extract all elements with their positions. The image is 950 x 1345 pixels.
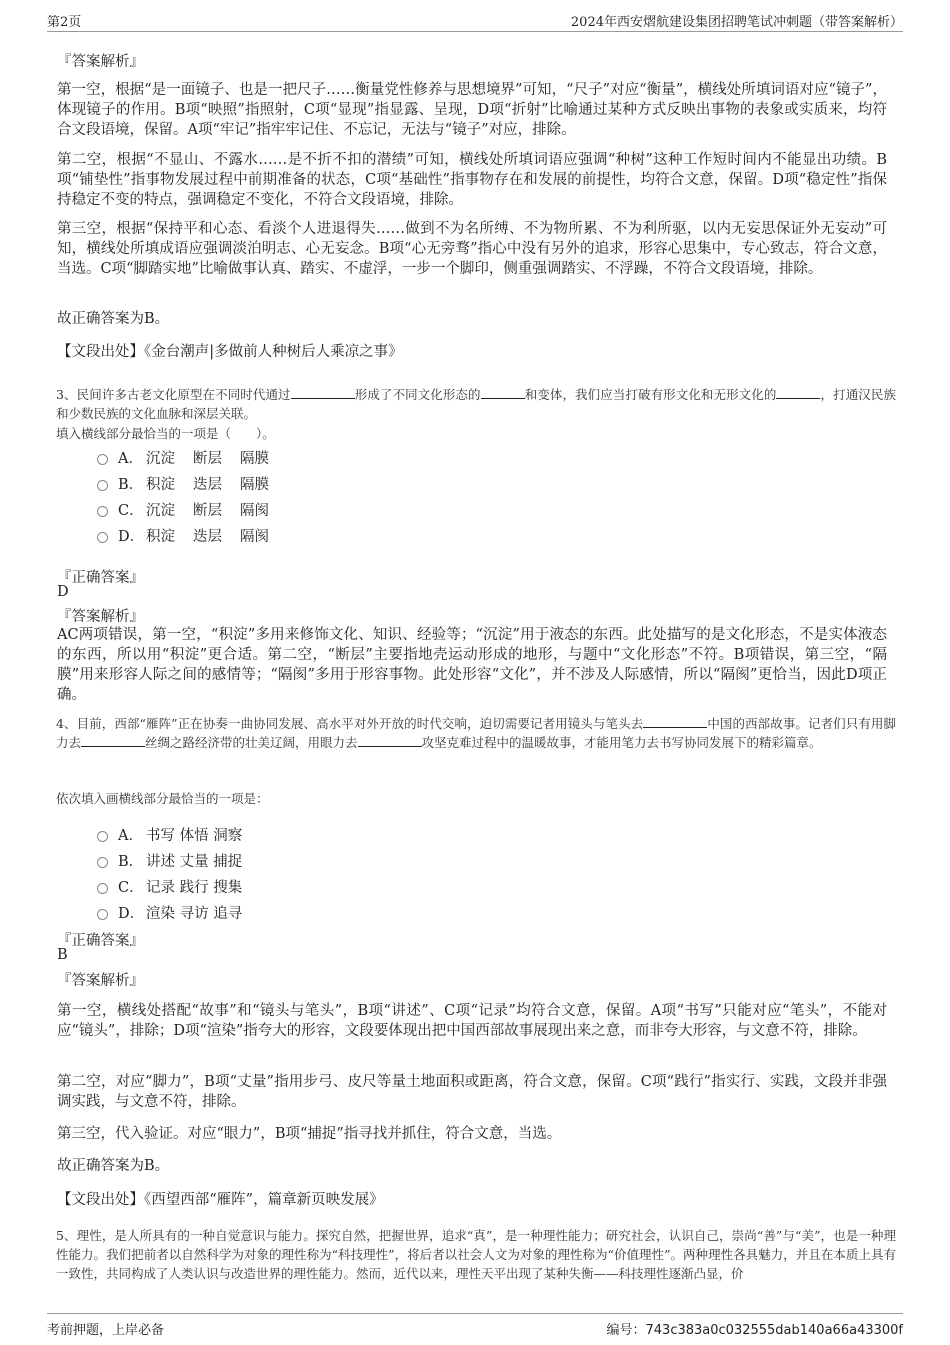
q3-stem-part3: 和变体，我们应当打破有形文化和无形文化的: [524, 387, 777, 402]
code-value: 743c383a0c032555dab140a66a43300f: [645, 1323, 903, 1338]
q3-stem-part4: ，打通汉民族和少数民族的文化血脉和深层关联。: [56, 387, 896, 421]
option-text: 讲述 丈量 捕捉: [146, 854, 243, 870]
code-label: 编号：: [606, 1323, 646, 1338]
document-code: [607, 1319, 904, 1338]
q4-stem-part4: 攻坚克难过程中的温暖故事，才能用笔力去书写协同发展下的精彩篇章。: [421, 735, 822, 750]
document-title: 2024年西安熠航建设集团招聘笔试冲刺题（带答案解析）: [570, 15, 903, 30]
q3-answer: D: [57, 584, 69, 600]
radio-button[interactable]: [97, 506, 108, 517]
q4-blank-1: [643, 714, 707, 728]
option-word: 沉淀: [146, 451, 175, 467]
q3-number: 3、: [56, 387, 77, 402]
option-text: 渲染 寻访 追寻: [146, 906, 243, 922]
q3-stem: [56, 385, 896, 423]
q3-option-d[interactable]: [97, 525, 287, 547]
option-letter: D．: [118, 906, 145, 922]
q3-option-a[interactable]: [97, 447, 287, 469]
q3-instruction: 填入横线部分最恰当的一项是（ ）。: [56, 426, 275, 441]
q4-instruction: 依次填入画横线部分最恰当的一项是：: [56, 791, 269, 806]
radio-button[interactable]: [97, 909, 108, 920]
option-word: 积淀: [146, 529, 175, 545]
option-letter: D．: [118, 529, 145, 545]
q4-conclusion: 故正确答案为B。: [57, 1158, 170, 1174]
q4-blank-3: [358, 733, 422, 747]
option-word: 积淀: [146, 477, 175, 493]
page-number: 第2页: [47, 15, 82, 30]
q3-blank-1: [291, 385, 355, 399]
option-word: 隔膜: [240, 477, 269, 493]
q4-analysis-p3: 第三空，代入验证。对应“眼力”，B项“捕捉”指寻找并抓住，符合文意，当选。: [57, 1126, 562, 1142]
q4-blank-2: [81, 733, 145, 747]
q3-option-b[interactable]: [97, 473, 287, 495]
radio-button[interactable]: [97, 883, 108, 894]
option-word: 沉淀: [146, 503, 175, 519]
q4-stem-part3: 丝绸之路经济带的壮美辽阔，用眼力去: [145, 735, 358, 750]
q3-stem-part2: 形成了不同文化形态的: [354, 387, 481, 402]
q2-analysis-p3: 第三空，根据“保持平和心态、看淡个人进退得失……做到不为名所缚、不为物所累、不为利所驱，以内无妄思保证外无妄动”可知，横线处所填成语应强调淡泊明志、心无妄念。B项“心无旁骛”指心中没有另外的追求，形容心思集中，专心致志，符合文意，当选。C项“脚踏实地”比喻做事认真、踏实、不虚浮，一步一个脚印，侧重强调踏实、不浮躁，不符合文段语境，排除。: [57, 221, 887, 277]
radio-button[interactable]: [97, 857, 108, 868]
q2-analysis-p1: 第一空，根据“是一面镜子、也是一把尺子……衡量党性修养与思想境界”可知，“尺子”对应“衡量”，横线处所填词语对应“镜子”，体现镜子的作用。B项“映照”指照射，C项“显现”指显露、呈现，D项“折射”比喻通过某种方式反映出事物的表象或实质来，均符合文段语境，保留。A项“牢记”指牢牢记住、不忘记，无法与“镜子”对应，排除。: [57, 82, 887, 138]
option-word: 断层: [193, 451, 222, 467]
radio-button[interactable]: [97, 454, 108, 465]
q3-stem-part1: 民间许多古老文化原型在不同时代通过: [76, 387, 291, 402]
option-word: 隔阂: [240, 503, 269, 519]
radio-button[interactable]: [97, 480, 108, 491]
q4-answer: B: [57, 947, 68, 963]
option-letter: C．: [118, 503, 144, 519]
q4-analysis-p2: 第二空，对应“脚力”，B项“丈量”指用步弓、皮尺等量土地面积或距离，符合文意，保留。C项“践行”指实行、实践，文段并非强调实践，与文意不符，排除。: [57, 1074, 887, 1110]
option-word: 迭层: [193, 477, 222, 493]
q3-blank-3: [776, 385, 820, 399]
q3-analysis-label: 『答案解析』: [57, 609, 144, 625]
option-word: 隔阂: [240, 529, 269, 545]
q5-text: 理性，是人所具有的一种自觉意识与能力。探究自然，把握世界，追求“真”，是一种理性能力；研究社会，认识自己，崇尚“善”与“美”，也是一种理性能力。我们把前者以自然科学为对象的理性称为“科技理性”，将后者以社会人文为对象的理性称为“价值理性”。两种理性各具魅力，并且在本质上具有一致性，共同构成了人类认识与改造世界的理性能力。然而，近代以来，理性天平出现了某种失衡——科技理性逐渐凸显，价: [56, 1228, 896, 1281]
q4-analysis-p1: 第一空，横线处搭配“故事”和“镜头与笔头”，B项“讲述”、C项“记录”均符合文意，保留。A项“书写”只能对应“笔头”，不能对应“镜头”，排除；D项“渲染”指夸大的形容，文段要体现出把中国西部故事展现出来之意，而非夸大形容，与文意不符，排除。: [57, 1003, 887, 1039]
footer-slogan: 考前押题，上岸必备: [47, 1323, 165, 1338]
option-text: 书写 体悟 洞察: [146, 828, 243, 844]
option-word: 断层: [193, 503, 222, 519]
option-letter: A．: [118, 451, 143, 467]
q3-blank-2: [481, 385, 525, 399]
q4-option-c[interactable]: [97, 876, 242, 898]
q4-option-a[interactable]: [97, 824, 242, 846]
q3-answer-label: 『正确答案』: [57, 570, 144, 586]
q4-stem-part2: 中国的西部故事。记者们只有用脚力去: [56, 716, 896, 750]
page-header: [47, 11, 903, 32]
radio-button[interactable]: [97, 831, 108, 842]
q5-stem: [56, 1226, 896, 1283]
q2-source: 【文段出处】《金台潮声|多做前人种树后人乘凉之事》: [57, 344, 403, 360]
q4-answer-label: 『正确答案』: [57, 933, 144, 949]
option-letter: A．: [118, 828, 143, 844]
q4-option-d[interactable]: [97, 902, 242, 924]
q3-analysis: AC两项错误，第一空，“积淀”多用来修饰文化、知识、经验等；“沉淀”用于液态的东西。此处描写的是文化形态，不是实体液态的东西，所以用“积淀”更合适。第二空，“断层”主要指地壳运动形成的地形，与题中“文化形态”不符。B项错误，第三空，“隔膜”用来形容人际之间的感情等；“隔阂”多用于形容事物。此处形容“文化”，并不涉及人际感情，所以“隔阂”更恰当，因此D项正确。: [57, 627, 887, 703]
option-word: 迭层: [193, 529, 222, 545]
q3-option-c[interactable]: [97, 499, 287, 521]
option-letter: B．: [118, 477, 144, 493]
q2-conclusion: 故正确答案为B。: [57, 311, 170, 327]
q4-source: 【文段出处】《西望西部“雁阵”，篇章新页映发展》: [57, 1192, 384, 1208]
q4-option-b[interactable]: [97, 850, 242, 872]
option-letter: B．: [118, 854, 144, 870]
q5-number: 5、: [56, 1228, 77, 1243]
q4-stem: [56, 714, 896, 752]
option-letter: C．: [118, 880, 144, 896]
q2-analysis-p2: 第二空，根据“不显山、不露水……是不折不扣的潜绩”可知，横线处所填词语应强调“种树”这种工作短时间内不能显出功绩。B项“铺垫性”指事物发展过程中前期准备的状态，C项“基础性”指事物存在和发展的前提性，均符合文意，保留。D项“稳定性”指保持稳定不变的特点，强调稳定不变化，不符合文段语境，排除。: [57, 152, 887, 208]
q2-analysis-label: 『答案解析』: [57, 54, 144, 70]
option-word: 隔膜: [240, 451, 269, 467]
radio-button[interactable]: [97, 532, 108, 543]
q4-number: 4、: [56, 716, 77, 731]
page-footer: [47, 1313, 903, 1340]
q4-analysis-label: 『答案解析』: [57, 973, 144, 989]
option-text: 记录 践行 搜集: [146, 880, 243, 896]
q4-stem-part1: 目前，西部“雁阵”正在协奏一曲协同发展、高水平对外开放的时代交响，迫切需要记者用镜头与笔头去: [76, 716, 644, 731]
